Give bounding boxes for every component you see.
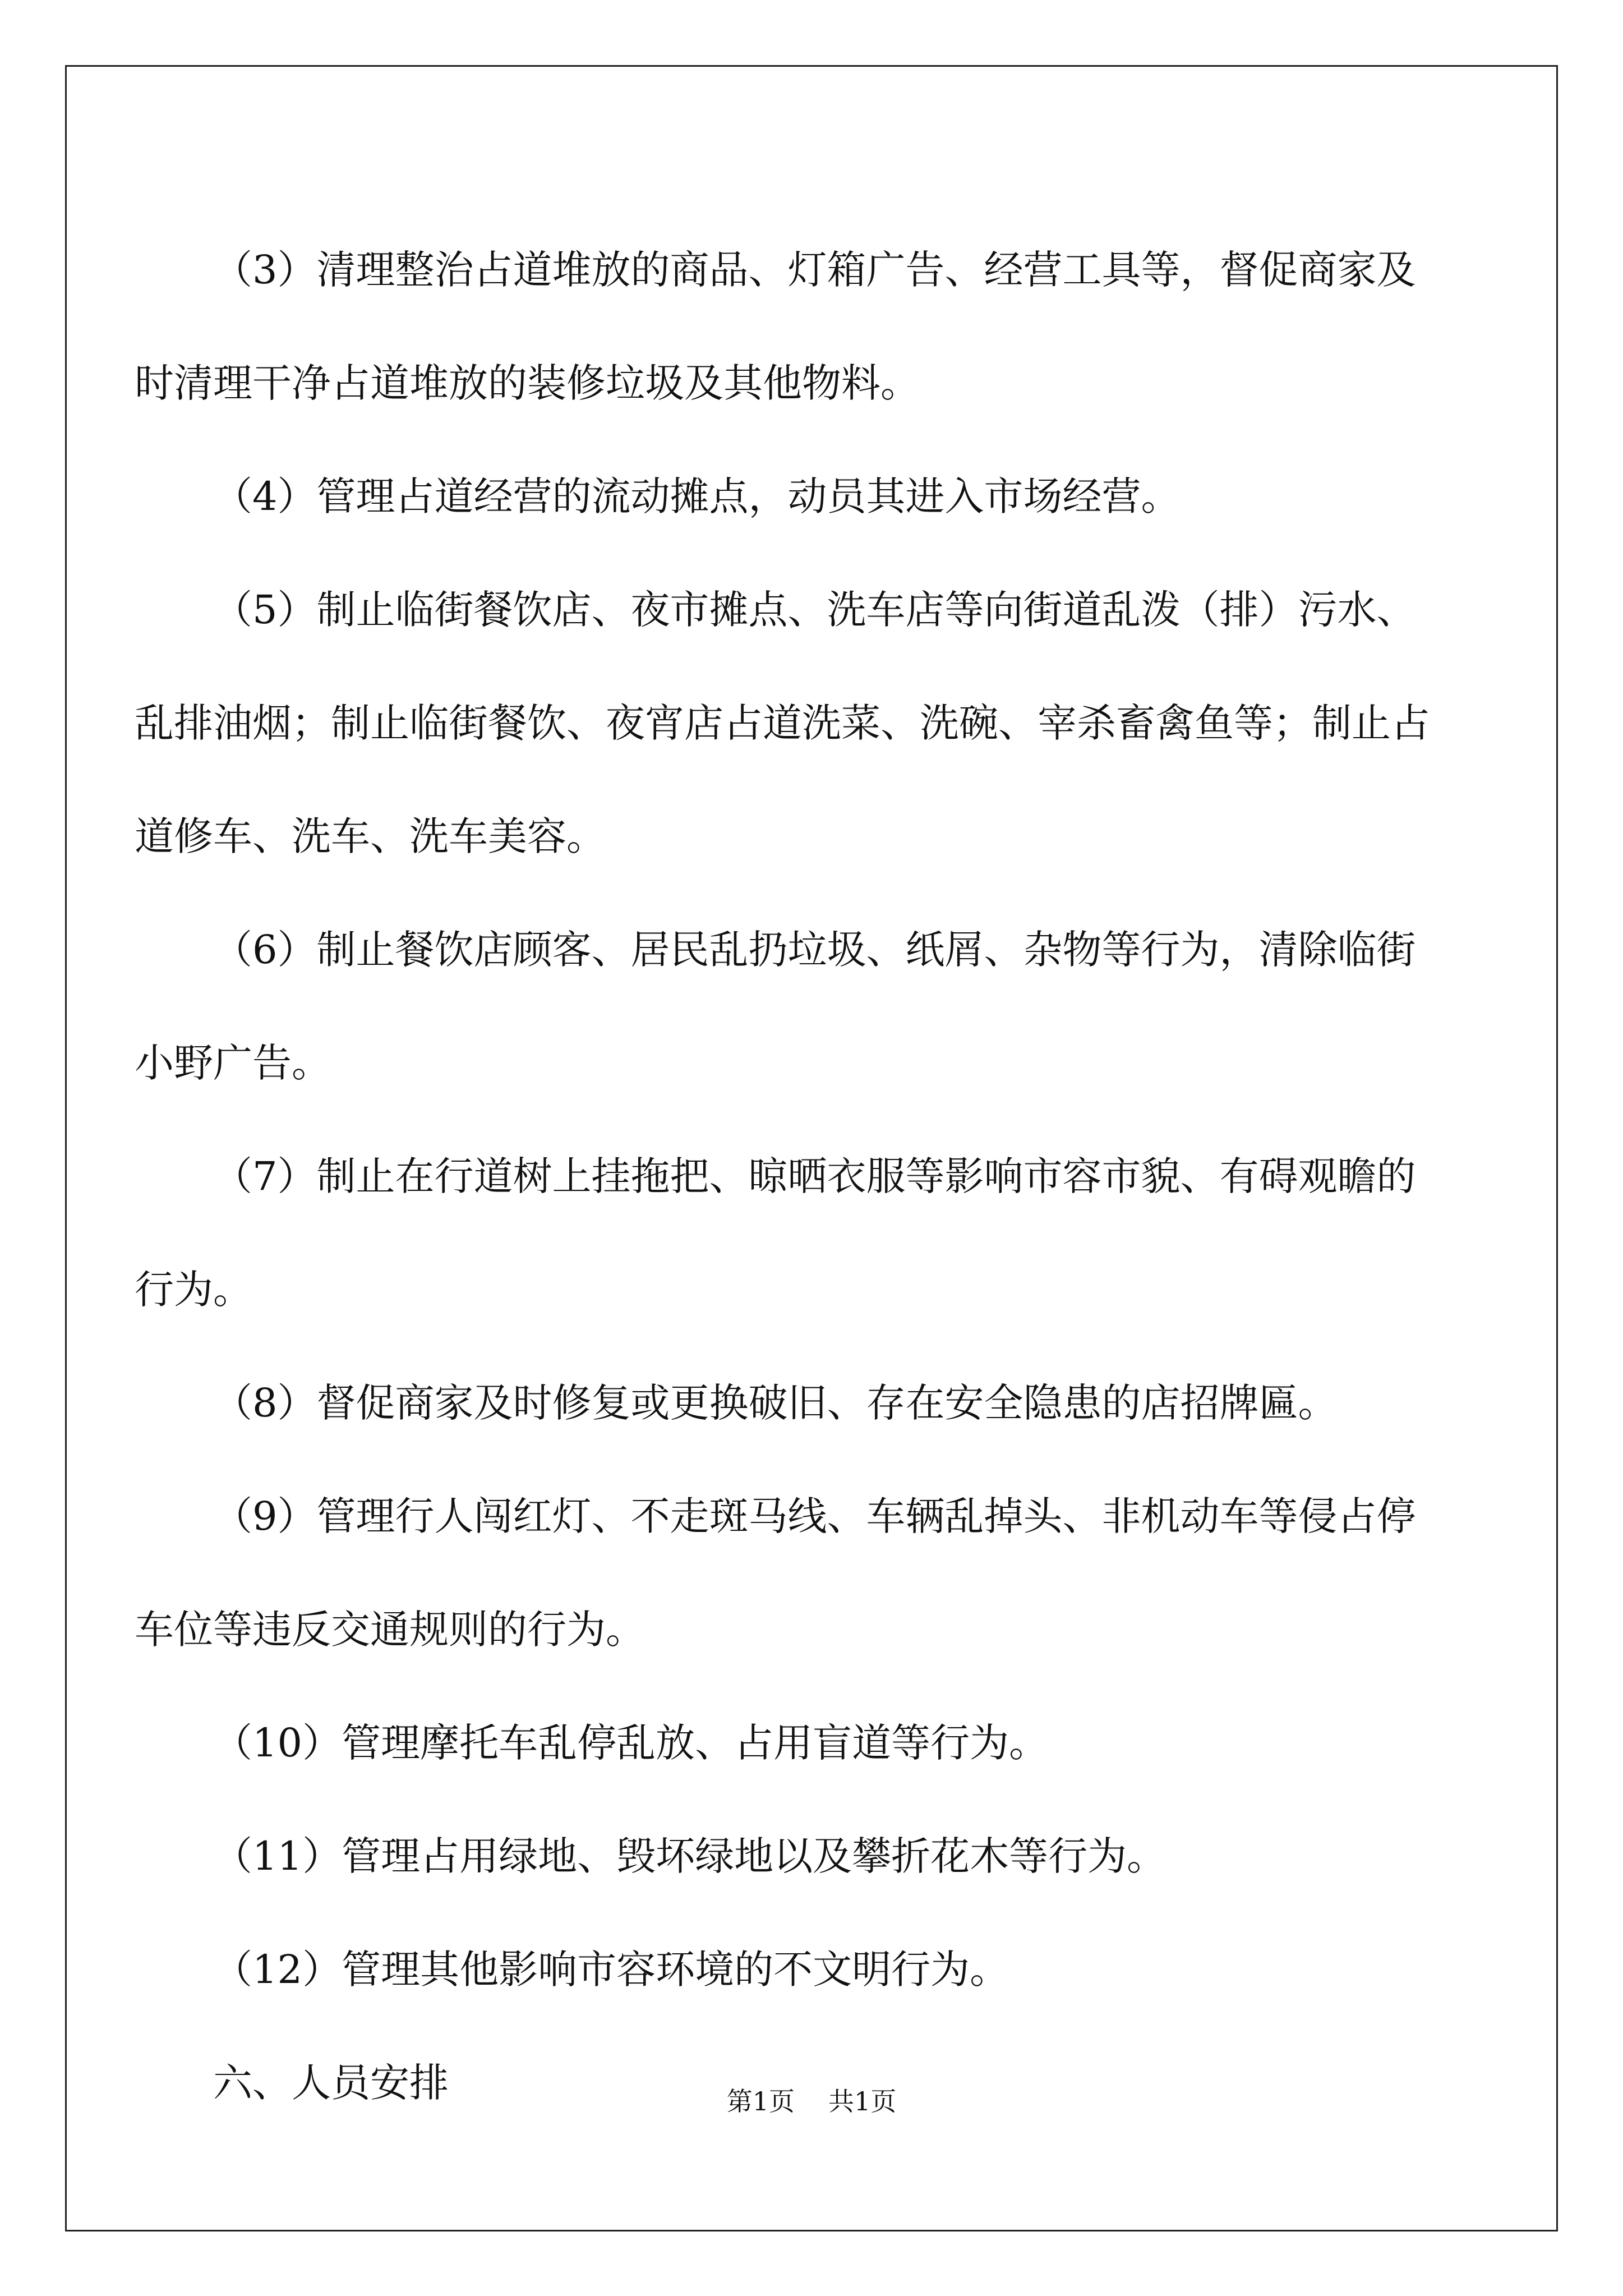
- page-number-total: 共1页: [828, 2086, 897, 2116]
- paragraph-item-6: （6）制止餐饮店顾客、居民乱扔垃圾、纸屑、杂物等行为，清除临街小野广告。: [135, 927, 1416, 1086]
- paragraph-item-11: （11）管理占用绿地、毁坏绿地以及攀折花木等行为。: [213, 1833, 1166, 1879]
- paragraph-item-4: （4）管理占道经营的流动摊点，动员其进入市场经营。: [213, 473, 1181, 519]
- paragraph-item-8: （8）督促商家及时修复或更换破旧、存在安全隐患的店招牌匾。: [213, 1380, 1338, 1426]
- section-heading: 六、人员安排: [213, 2060, 449, 2106]
- paragraph-item-5: （5）制止临街餐饮店、夜市摊点、洗车店等向街道乱泼（排）污水、乱排油烟；制止临街餐饮、夜宵店占道洗菜、洗碗、宰杀畜禽鱼等；制止占道修车、洗车、洗车美容。: [135, 587, 1430, 859]
- document-body: [135, 213, 1430, 2139]
- paragraph-item-12: （12）管理其他影响市容环境的不文明行为。: [213, 1947, 1009, 1993]
- paragraph-item-9: （9）管理行人闯红灯、不走斑马线、车辆乱掉头、非机动车等侵占停车位等违反交通规则的行为。: [135, 1493, 1416, 1653]
- paragraph-item-7: （7）制止在行道树上挂拖把、晾晒衣服等影响市容市貌、有碍观瞻的行为。: [135, 1153, 1416, 1313]
- paragraph-item-3: （3）清理整治占道堆放的商品、灯箱广告、经营工具等，督促商家及时清理干净占道堆放的装修垃圾及其他物料。: [135, 247, 1416, 406]
- paragraph-item-10: （10）管理摩托车乱停乱放、占用盲道等行为。: [213, 1720, 1049, 1766]
- page-number-current: 第1页: [726, 2086, 795, 2116]
- page-footer: [0, 2081, 1623, 2118]
